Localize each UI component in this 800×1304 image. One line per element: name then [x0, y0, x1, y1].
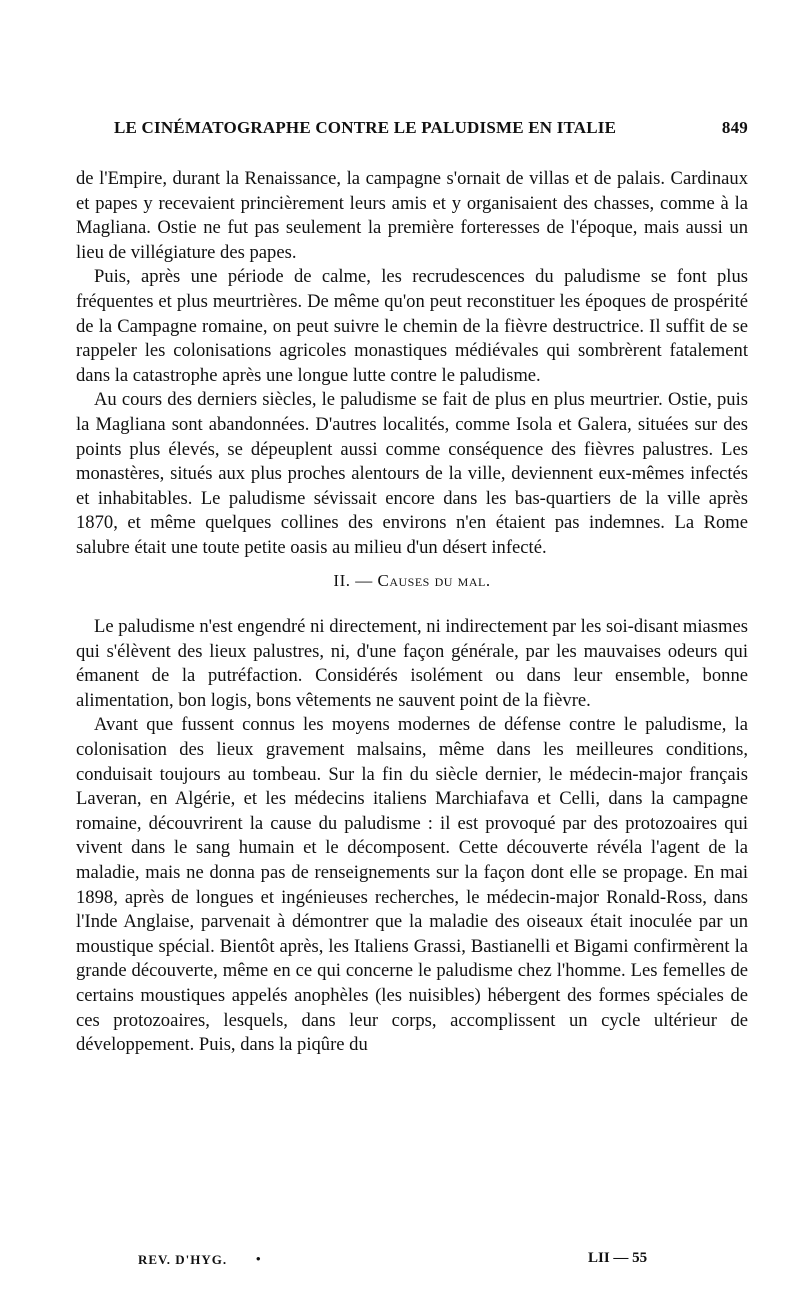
paragraph: de l'Empire, durant la Renaissance, la campagne s'ornait de villas et de palais. Cardinaux et papes y recevaient princièrement leurs amis et y organisaient des chasses, comme à la Magliana. Ostie ne fut pas seulement la première forteresses de l'époque, mais aussi un lieu de villégiature des papes.	[76, 168, 748, 263]
paragraph: Le paludisme n'est engendré ni directement, ni indirectement par les soi-disant miasmes qui s'élèvent des lieux palustres, ni, d'une façon générale, par les mauvaises odeurs qui émanent de la putréfaction. Considérés isolément ou dans leur ensemble, bonne alimentation, bon logis, bons vêtements ne sauvent point de la fièvre.	[76, 616, 748, 711]
paragraph: Au cours des derniers siècles, le paludisme se fait de plus en plus meurtrier. Ostie, puis la Magliana sont abandonnées. D'autres localités, comme Isola et Galera, situées sur des points plus élevés, se dépeuplent aussi comme conséquence des fièvres palustres. Les monastères, situés aux plus proches alentours de la ville, deviennent eux-mêmes infectés et inhabitables. Le paludisme sévissait encore dans les bas-quartiers de la ville après 1870, et même quelques collines des environs n'en étaient pas indemnes. La Rome salubre était une toute petite oasis au milieu d'un désert infecté.	[76, 389, 748, 558]
page-footer	[76, 1252, 748, 1274]
section-title: Causes du mal.	[377, 570, 491, 590]
section-heading	[76, 569, 748, 594]
paragraph: Avant que fussent connus les moyens modernes de défense contre le paludisme, la colonisation des lieux gravement malsains, même dans les meilleures conditions, conduisait toujours au tombeau. Sur la fin du siècle dernier, le médecin-major français Laveran, en Algérie, et les médecins italiens Marchiafava et Celli, dans la campagne romaine, découvrirent la cause du paludisme : il est provoqué par des protozoaires qui vivent dans le sang humain et le décomposent. Cette découverte révéla l'agent de la maladie, mais ne donna pas de renseignements sur la façon dont elle se propage. En mai 1898, après de longues et ingénieuses recherches, le médecin-major Ronald-Ross, dans l'Inde Anglaise, parvenait à démontrer que la maladie des oiseaux était inoculée par un moustique spécial. Bientôt après, les Italiens Grassi, Bastianelli et Bigami confirmèrent la grande découverte, même en ce qui concerne le paludisme chez l'homme. Les femelles de certains moustiques appelés anophèles (les nuisibles) hébergent des formes spéciales de ces protozoaires, lesquels, dans leur corps, accomplissent un cycle ultérieur de développement. Puis, dans la piqûre du	[76, 714, 748, 1056]
body-text	[76, 167, 748, 1058]
volume-sheet-number: LII — 55	[588, 1250, 648, 1266]
page-number: 849	[721, 118, 748, 137]
running-header	[76, 118, 748, 144]
running-title: LE CINÉMATOGRAPHE CONTRE LE PALUDISME EN ITALIE	[114, 118, 617, 137]
section-numeral: II. —	[333, 570, 373, 590]
journal-abbreviation: REV. D'HYG.	[138, 1252, 228, 1267]
footer-bullet: •	[256, 1251, 261, 1266]
paragraph: Puis, après une période de calme, les recrudescences du paludisme se font plus fréquentes et plus meurtrières. De même qu'on peut reconstituer les époques de prospérité de la Campagne romaine, on peut suivre le chemin de la fièvre destructrice. Il suffit de se rappeler les colonisations agricoles monastiques médiévales qui sombrèrent fatalement dans la catastrophe après une longue lutte contre le paludisme.	[76, 266, 748, 386]
